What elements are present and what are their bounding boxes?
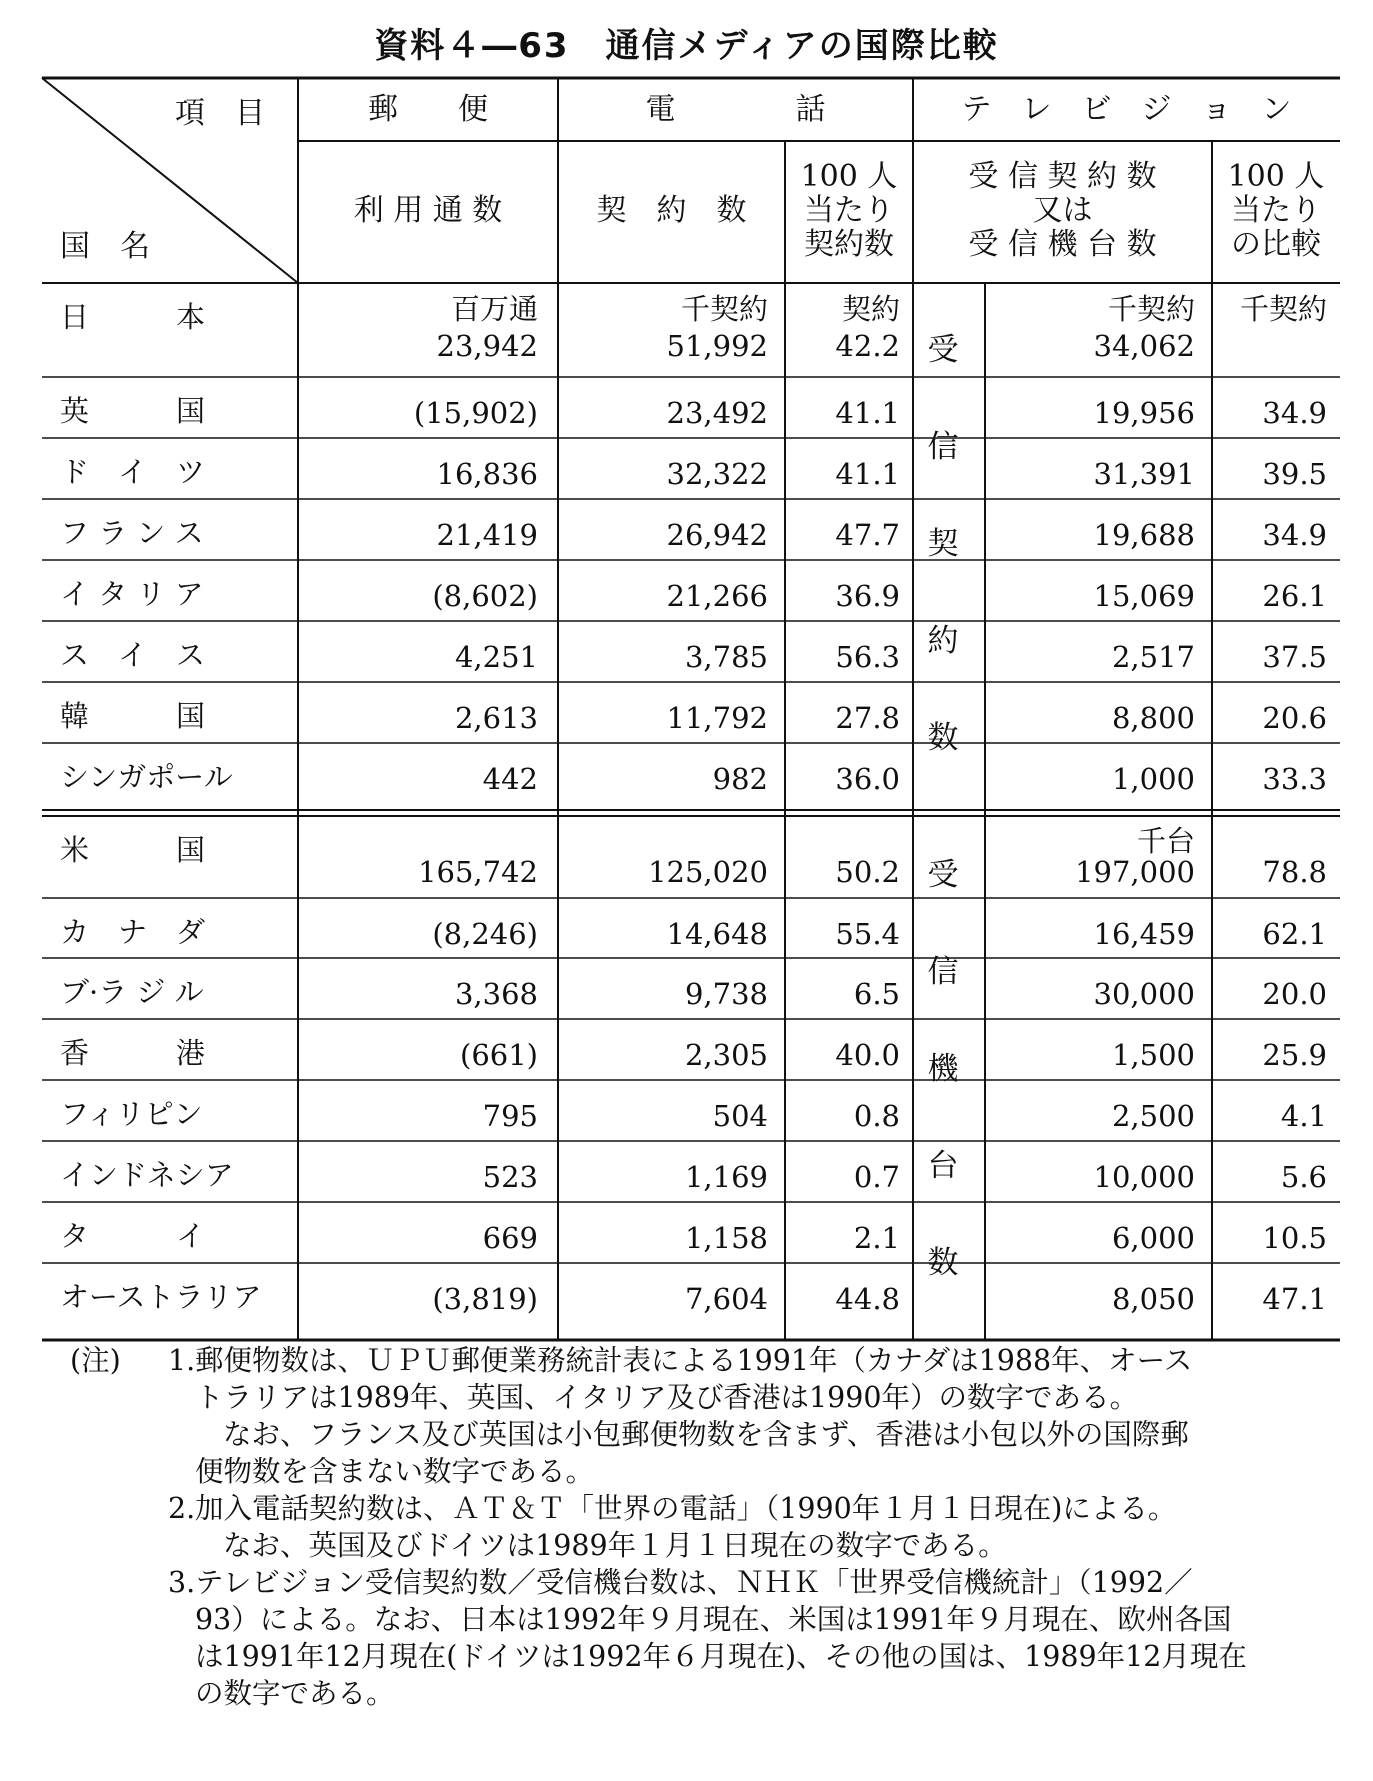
cell-phone-per100: 0.7 bbox=[853, 1160, 900, 1194]
cell-postal: (8,246) bbox=[432, 917, 538, 951]
cell-phone: 21,266 bbox=[666, 579, 768, 613]
group-label-char: 機 bbox=[927, 1051, 959, 1087]
group-label-char: 信 bbox=[927, 954, 959, 990]
cell-phone: 9,738 bbox=[684, 977, 768, 1011]
header-tv-sub-1: 受 信 契 約 数 bbox=[968, 159, 1157, 194]
note-line: の数字である。 bbox=[195, 1677, 395, 1710]
cell-country: ス イ ス bbox=[60, 638, 206, 672]
cell-phone-per100: 56.3 bbox=[835, 640, 900, 674]
cell-phone-per100: 44.8 bbox=[835, 1282, 900, 1316]
note-line: なお、英国及びドイツは1989年１月１日現在の数字である。 bbox=[223, 1529, 1007, 1562]
cell-tv: 19,688 bbox=[1093, 518, 1195, 552]
cell-country: シンガポール bbox=[60, 760, 233, 794]
cell-phone-per100: 47.7 bbox=[835, 518, 900, 552]
note-1 bbox=[70, 1342, 1350, 1490]
cell-phone: 2,305 bbox=[684, 1038, 768, 1072]
header-country: 国 名 bbox=[60, 229, 150, 264]
cell-country: インドネシア bbox=[60, 1158, 234, 1192]
cell-tv-per100: 4.1 bbox=[1280, 1099, 1327, 1133]
cell-postal: (3,819) bbox=[432, 1282, 538, 1316]
cell-phone-per100: 50.2 bbox=[835, 855, 900, 889]
note-line: 郵便物数は、ＵＰＵ郵便業務統計表による1991年（カナダは1988年、オース bbox=[195, 1344, 1193, 1377]
cell-postal: 165,742 bbox=[418, 855, 538, 889]
cell-country: 英 国 bbox=[60, 394, 206, 428]
cell-phone-per100: 2.1 bbox=[853, 1221, 900, 1255]
header-postal: 郵 便 bbox=[368, 92, 488, 127]
cell-tv: 1,000 bbox=[1111, 762, 1195, 796]
cell-country: フ ラ ン ス bbox=[60, 516, 204, 550]
notes bbox=[70, 1342, 1350, 1712]
cell-tv-per100: 78.8 bbox=[1262, 855, 1327, 889]
cell-tv-per100: 37.5 bbox=[1262, 640, 1327, 674]
unit-tv-per100: 千契約 bbox=[1239, 292, 1327, 326]
cell-phone-per100: 42.2 bbox=[835, 329, 900, 363]
header-tv-sub-3: 受 信 機 台 数 bbox=[968, 227, 1157, 262]
note-line: なお、フランス及び英国は小包郵便物数を含まず、香港は小包以外の国際郵 bbox=[223, 1418, 1189, 1451]
cell-country: 日 本 bbox=[60, 300, 206, 334]
cell-tv-per100: 39.5 bbox=[1262, 457, 1327, 491]
group-label-char: 契 bbox=[927, 526, 959, 562]
note-line: テレビジョン受信契約数／受信機台数は、ＮＨＫ「世界受信機統計」（1992／ bbox=[195, 1566, 1193, 1599]
cell-phone: 26,942 bbox=[666, 518, 768, 552]
cell-tv-per100: 33.3 bbox=[1262, 762, 1327, 796]
header-phone: 電 話 bbox=[645, 92, 826, 127]
group-label-char: 約 bbox=[927, 623, 959, 659]
cell-phone: 504 bbox=[712, 1099, 768, 1133]
cell-phone: 1,169 bbox=[684, 1160, 768, 1194]
note-3 bbox=[70, 1564, 1350, 1712]
cell-tv: 6,000 bbox=[1111, 1221, 1195, 1255]
cell-postal: (8,602) bbox=[432, 579, 538, 613]
header-tv-per100-3: の比較 bbox=[1231, 227, 1321, 262]
cell-phone-per100: 55.4 bbox=[835, 917, 900, 951]
cell-postal: 795 bbox=[482, 1099, 538, 1133]
group-label-char: 台 bbox=[927, 1148, 959, 1184]
cell-tv: 31,391 bbox=[1093, 457, 1195, 491]
note-line: 便物数を含まない数字である。 bbox=[195, 1455, 595, 1488]
cell-tv: 2,517 bbox=[1111, 640, 1195, 674]
cell-postal: (15,902) bbox=[413, 396, 538, 430]
cell-country: 香 港 bbox=[60, 1036, 206, 1070]
cell-tv-per100: 10.5 bbox=[1262, 1221, 1327, 1255]
cell-phone: 3,785 bbox=[684, 640, 768, 674]
group-label-char: 受 bbox=[927, 332, 959, 368]
cell-tv: 1,500 bbox=[1111, 1038, 1195, 1072]
group-label-char: 受 bbox=[927, 857, 959, 893]
cell-tv-per100: 25.9 bbox=[1262, 1038, 1327, 1072]
cell-country: ド イ ツ bbox=[60, 455, 206, 489]
cell-postal: 442 bbox=[482, 762, 538, 796]
cell-phone-per100: 0.8 bbox=[853, 1099, 900, 1133]
cell-phone-per100: 36.0 bbox=[835, 762, 900, 796]
cell-tv: 15,069 bbox=[1093, 579, 1195, 613]
unit-phone-per100: 契約 bbox=[841, 292, 900, 326]
cell-country: 米 国 bbox=[60, 833, 206, 867]
unit-tv-sets: 千台 bbox=[1136, 824, 1195, 858]
note-line: は1991年12月現在(ドイツは1992年６月現在)、その他の国は、1989年12月現在 bbox=[195, 1640, 1247, 1673]
cell-postal: 23,942 bbox=[436, 329, 538, 363]
note-2 bbox=[70, 1490, 1350, 1564]
cell-phone: 14,648 bbox=[666, 917, 768, 951]
header-phone-per100-2: 当たり bbox=[804, 193, 894, 228]
cell-country: 韓 国 bbox=[60, 699, 206, 733]
cell-phone: 7,604 bbox=[684, 1282, 768, 1316]
cell-postal: 669 bbox=[482, 1221, 538, 1255]
cell-phone-per100: 27.8 bbox=[835, 701, 900, 735]
cell-tv: 8,800 bbox=[1111, 701, 1195, 735]
header-item: 項 目 bbox=[175, 96, 265, 131]
cell-tv: 197,000 bbox=[1075, 855, 1195, 889]
cell-phone-per100: 41.1 bbox=[835, 396, 900, 430]
cell-phone: 32,322 bbox=[666, 457, 768, 491]
note-line: 加入電話契約数は、ＡＴ＆Ｔ「世界の電話」（1990年１月１日現在)による。 bbox=[195, 1492, 1177, 1525]
note-label: (注) bbox=[70, 1344, 121, 1377]
cell-country: イ タ リ ア bbox=[60, 577, 204, 611]
cell-tv-per100: 5.6 bbox=[1280, 1160, 1327, 1194]
cell-tv-per100: 34.9 bbox=[1262, 396, 1327, 430]
header-postal-sub: 利 用 通 数 bbox=[353, 193, 503, 228]
cell-postal: 16,836 bbox=[436, 457, 538, 491]
header-tv: テ レ ビ ジ ョ ン bbox=[961, 92, 1292, 127]
cell-phone: 11,792 bbox=[666, 701, 768, 735]
cell-phone-per100: 41.1 bbox=[835, 457, 900, 491]
cell-postal: 523 bbox=[482, 1160, 538, 1194]
note-line: 93）による。なお、日本は1992年９月現在、米国は1991年９月現在、欧州各国 bbox=[195, 1603, 1232, 1636]
cell-phone-per100: 40.0 bbox=[835, 1038, 900, 1072]
cell-tv: 16,459 bbox=[1093, 917, 1195, 951]
cell-tv: 2,500 bbox=[1111, 1099, 1195, 1133]
cell-tv-per100: 26.1 bbox=[1262, 579, 1327, 613]
cell-tv-per100: 20.0 bbox=[1262, 977, 1327, 1011]
note-number: 1. bbox=[168, 1344, 196, 1377]
cell-tv: 30,000 bbox=[1093, 977, 1195, 1011]
cell-country: カ ナ ダ bbox=[60, 915, 206, 949]
cell-postal: 21,419 bbox=[436, 518, 538, 552]
cell-tv: 34,062 bbox=[1093, 329, 1195, 363]
cell-postal: (661) bbox=[460, 1038, 538, 1072]
cell-phone-per100: 6.5 bbox=[853, 977, 900, 1011]
note-number: 3. bbox=[168, 1566, 196, 1599]
cell-tv-per100: 20.6 bbox=[1262, 701, 1327, 735]
cell-tv: 10,000 bbox=[1093, 1160, 1195, 1194]
note-number: 2. bbox=[168, 1492, 196, 1525]
cell-tv: 19,956 bbox=[1093, 396, 1195, 430]
group-label-char: 数 bbox=[927, 1245, 959, 1281]
unit-tv-contract: 千契約 bbox=[1107, 292, 1195, 326]
unit-phone: 千契約 bbox=[680, 292, 768, 326]
cell-tv-per100: 47.1 bbox=[1262, 1282, 1327, 1316]
cell-phone: 982 bbox=[712, 762, 768, 796]
cell-phone-per100: 36.9 bbox=[835, 579, 900, 613]
cell-phone: 125,020 bbox=[648, 855, 768, 889]
group-label-char: 信 bbox=[927, 429, 959, 465]
cell-phone: 51,992 bbox=[666, 329, 768, 363]
unit-postal: 百万通 bbox=[450, 292, 538, 326]
cell-phone: 23,492 bbox=[666, 396, 768, 430]
header-phone-per100-1: 100 人 bbox=[800, 159, 898, 194]
cell-postal: 2,613 bbox=[454, 701, 538, 735]
note-line: トラリアは1989年、英国、イタリア及び香港は1990年）の数字である。 bbox=[195, 1381, 1139, 1414]
cell-country: フィリピン bbox=[60, 1097, 203, 1131]
cell-phone: 1,158 bbox=[684, 1221, 768, 1255]
header-phone-contracts: 契 約 数 bbox=[596, 193, 747, 228]
cell-tv: 8,050 bbox=[1111, 1282, 1195, 1316]
header-tv-sub-2: 又は bbox=[1032, 193, 1093, 228]
header-phone-per100-3: 契約数 bbox=[804, 227, 894, 262]
cell-country: ブ·ラ ジ ル bbox=[60, 975, 204, 1009]
cell-tv-per100: 62.1 bbox=[1262, 917, 1327, 951]
header-tv-per100-1: 100 人 bbox=[1227, 159, 1325, 194]
group-label-char: 数 bbox=[927, 720, 959, 756]
cell-tv-per100: 34.9 bbox=[1262, 518, 1327, 552]
header-tv-per100-2: 当たり bbox=[1231, 193, 1321, 228]
cell-country: オーストラリア bbox=[60, 1280, 262, 1314]
page-title: 資料４―63 通信メディアの国際比較 bbox=[374, 26, 999, 66]
cell-postal: 3,368 bbox=[454, 977, 538, 1011]
cell-country: タ イ bbox=[60, 1219, 206, 1253]
cell-postal: 4,251 bbox=[454, 640, 538, 674]
